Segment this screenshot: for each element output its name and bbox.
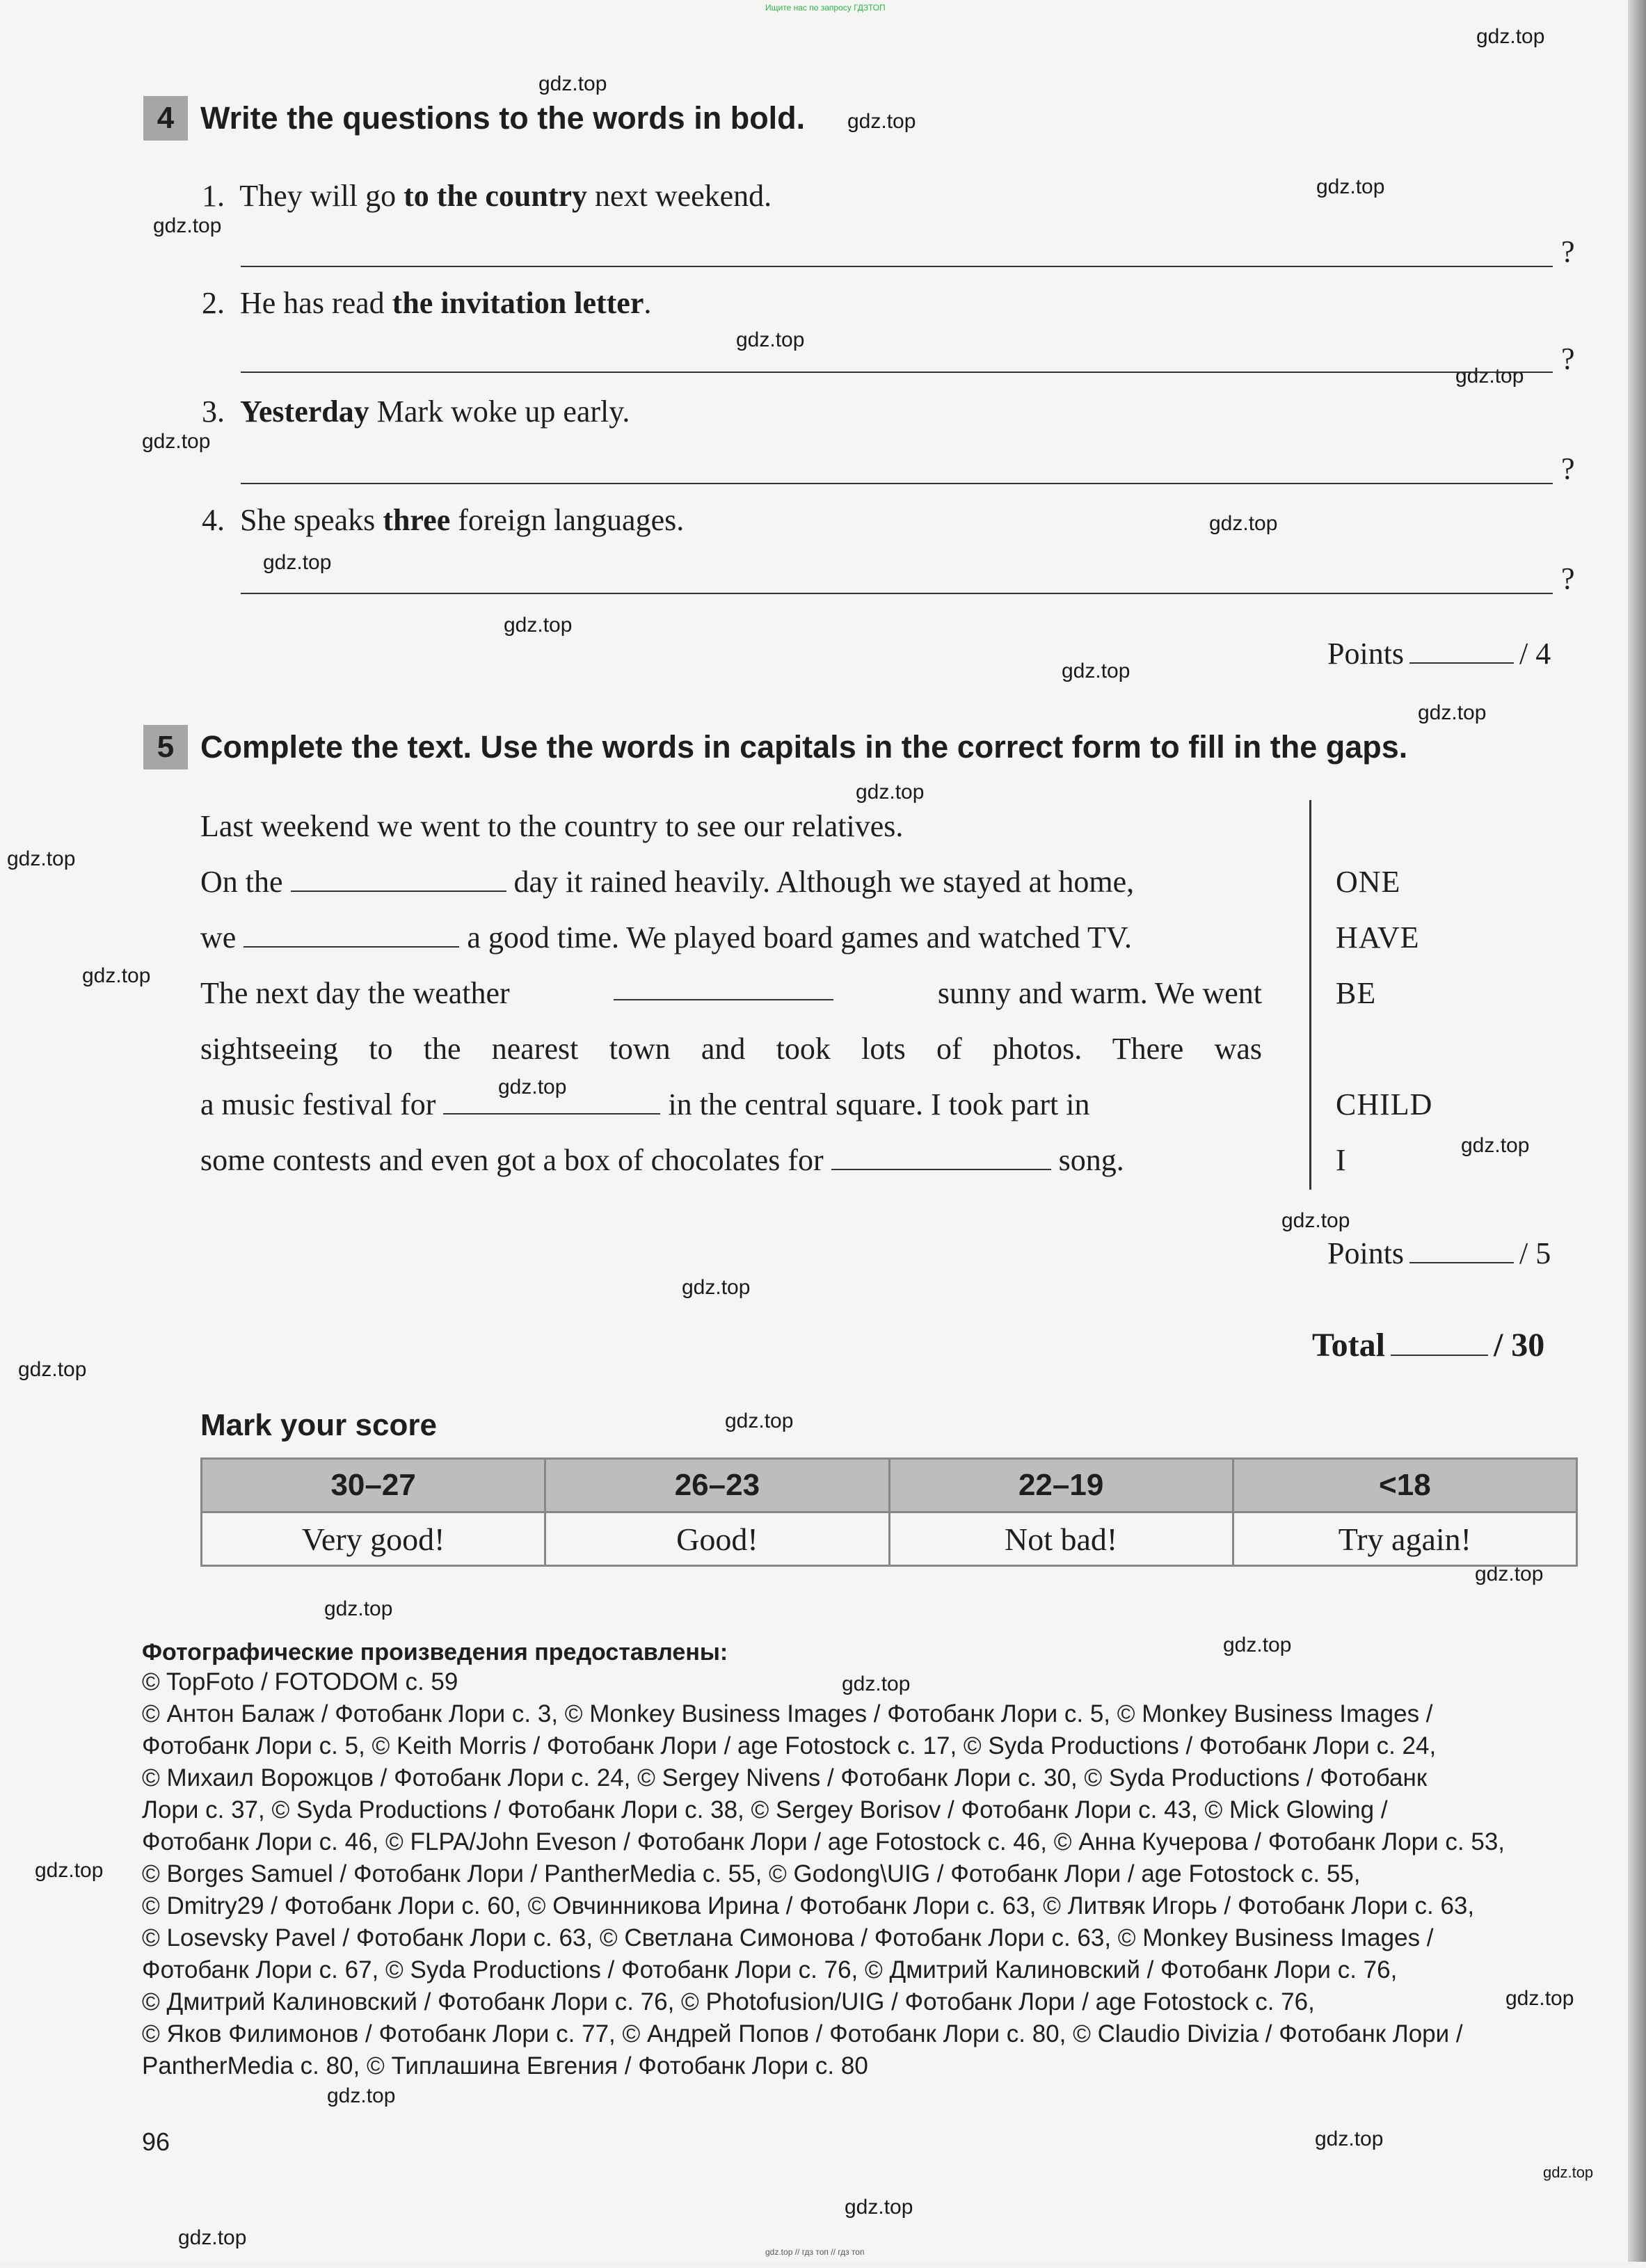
text-line-6: a music festival for in the central square. I took part in (200, 1087, 1090, 1121)
credit-line: Фотобанк Лори с. 67, © Syda Productions / Фотобанк Лори с. 76, © Дмитрий Калиновский / Фотобанк Лори с. 76, (142, 1956, 1398, 1983)
watermark: gdz.top (1281, 1209, 1350, 1232)
answer-line-1[interactable] (241, 266, 1553, 267)
question-mark: ? (1561, 561, 1575, 596)
gap-1[interactable] (291, 867, 506, 892)
top-note: Ищите нас по запросу ГДЗТОП (765, 3, 886, 13)
credit-line: Лори с. 37, © Syda Productions / Фотобанк Лори с. 38, © Sergey Borisov / Фотобанк Лори с. 43, © Mick Glowing / (142, 1796, 1388, 1823)
watermark: gdz.top (847, 110, 916, 133)
watermark: gdz.top (153, 214, 222, 237)
credit-line: © TopFoto / FOTODOM с. 59 (142, 1668, 458, 1695)
watermark: gdz.top (142, 430, 211, 453)
watermark: gdz.top (1209, 512, 1278, 535)
question-4: 4. She speaks three foreign languages. (202, 503, 685, 537)
capitals-divider (1309, 800, 1311, 1190)
score-range: 26–23 (545, 1459, 889, 1512)
credit-line: © Losevsky Pavel / Фотобанк Лори с. 63, © Светлана Симонова / Фотобанк Лори с. 63, © Monkey Business Images / (142, 1924, 1434, 1951)
watermark: gdz.top (178, 2226, 247, 2249)
bottom-note: gdz.top // гдз топ // гдз топ (765, 2247, 865, 2257)
watermark: gdz.top (327, 2084, 396, 2107)
answer-line-4[interactable] (241, 593, 1553, 594)
exercise-4-title: Write the questions to the words in bold. (200, 100, 806, 136)
exercise-4-points: Points / 4 (1327, 637, 1551, 671)
score-range: <18 (1233, 1459, 1576, 1512)
exercise-5-points: Points / 5 (1327, 1236, 1551, 1270)
capital-word-5: I (1336, 1143, 1347, 1177)
score-table (200, 1458, 1578, 1567)
score-message: Very good! (202, 1512, 545, 1566)
total-score: Total / 30 (1312, 1327, 1545, 1364)
score-title: Mark your score (200, 1408, 437, 1442)
capital-word-3: BE (1336, 976, 1377, 1010)
capital-word-1: ONE (1336, 865, 1401, 899)
question-3: 3. Yesterday Mark woke up early. (202, 394, 630, 429)
watermark: gdz.top (1418, 701, 1487, 724)
exercise-5-number: 5 (143, 725, 188, 769)
watermark: gdz.top (1505, 1987, 1574, 2010)
score-table-header-row (202, 1459, 1577, 1512)
score-message: Good! (545, 1512, 889, 1566)
credit-line: Фотобанк Лори с. 5, © Keith Morris / Фотобанк Лори / age Fotostock с. 17, © Syda Productions / Фотобанк Лори с. 24, (142, 1732, 1437, 1759)
watermark: gdz.top (82, 964, 151, 987)
credit-line: PantherMedia с. 80, © Типлашина Евгения / Фотобанк Лори с. 80 (142, 2052, 868, 2079)
watermark: gdz.top (1461, 1134, 1530, 1157)
gap-5[interactable] (831, 1145, 1051, 1170)
bleed-through-texture (125, 181, 1572, 2268)
text-line-5: sightseeing to the nearest town and took lots of photos. There was (200, 1032, 1262, 1066)
page-number: 96 (142, 2127, 170, 2156)
watermark: gdz.top (845, 2196, 913, 2219)
answer-line-3[interactable] (241, 483, 1553, 484)
book-spine-shadow (1628, 0, 1646, 2262)
score-message: Not bad! (889, 1512, 1233, 1566)
watermark: gdz.top (1316, 175, 1385, 198)
question-mark: ? (1561, 342, 1575, 376)
question-mark: ? (1561, 234, 1575, 269)
watermark: gdz.top (842, 1672, 911, 1695)
watermark: gdz.top (7, 847, 76, 870)
watermark: gdz.top (538, 72, 607, 95)
watermark: gdz.top (1476, 25, 1545, 48)
watermark: gdz.top (1455, 365, 1524, 388)
question-2: 2. He has read the invitation letter. (202, 286, 652, 320)
watermark: gdz.top (682, 1276, 751, 1299)
watermark: gdz.top (736, 328, 805, 351)
exercise-5-title: Complete the text. Use the words in capitals in the correct form to fill in the gaps. (200, 729, 1408, 765)
capital-word-4: CHILD (1336, 1087, 1433, 1121)
watermark: gdz.top (504, 614, 573, 637)
text-line-2: On the day it rained heavily. Although we stayed at home, (200, 865, 1135, 899)
watermark: gdz.top (725, 1409, 794, 1432)
credit-line: © Borges Samuel / Фотобанк Лори / PantherMedia с. 55, © Godong\UIG / Фотобанк Лори / age Fotostock с. 55, (142, 1860, 1361, 1887)
credits-title: Фотографические произведения предоставлены: (142, 1639, 728, 1666)
watermark: gdz.top (324, 1597, 393, 1620)
watermark: gdz.top (1475, 1563, 1544, 1586)
total-input[interactable] (1391, 1334, 1488, 1356)
watermark: gdz.top (18, 1358, 87, 1381)
text-line-1: Last weekend we went to the country to see our relatives. (200, 809, 904, 843)
watermark: gdz.top (1223, 1634, 1292, 1656)
text-line-4: The next day the weather sunny and warm. We went (200, 976, 1262, 1010)
score-message: Try again! (1233, 1512, 1576, 1566)
watermark: gdz.top (1315, 2127, 1384, 2150)
exercise-4-number: 4 (143, 96, 188, 141)
score-range: 30–27 (202, 1459, 545, 1512)
gap-3[interactable] (614, 975, 833, 1000)
score-range: 22–19 (889, 1459, 1233, 1512)
points-input[interactable] (1409, 641, 1514, 664)
score-table-message-row (202, 1512, 1577, 1566)
credit-line: © Михаил Ворожцов / Фотобанк Лори с. 24, © Sergey Nivens / Фотобанк Лори с. 30, © Syda Productions / Фотобанк (142, 1764, 1428, 1791)
credit-line: © Антон Балаж / Фотобанк Лори с. 3, © Monkey Business Images / Фотобанк Лори с. 5, © Monkey Business Images / (142, 1700, 1433, 1727)
text-line-7: some contests and even got a box of chocolates for song. (200, 1143, 1124, 1177)
watermark: gdz.top (856, 781, 925, 804)
gap-4[interactable] (443, 1089, 660, 1115)
watermark: gdz.top (35, 1859, 104, 1882)
answer-line-2[interactable] (241, 372, 1553, 373)
credit-line: © Дмитрий Калиновский / Фотобанк Лори с. 76, © Photofusion/UIG / Фотобанк Лори / age Fotostock с. 76, (142, 1988, 1315, 2015)
gap-2[interactable] (243, 923, 459, 948)
credit-line: © Dmitry29 / Фотобанк Лори с. 60, © Овчинникова Ирина / Фотобанк Лори с. 63, © Литвяк Игорь / Фотобанк Лори с. 63, (142, 1892, 1475, 1919)
question-1: 1. They will go to the country next weekend. (202, 179, 772, 213)
credit-line: Фотобанк Лори с. 46, © FLPA/John Eveson / Фотобанк Лори / age Fotostock с. 46, © Анна Кучерова / Фотобанк Лори с. 53, (142, 1828, 1505, 1855)
credit-line: © Яков Филимонов / Фотобанк Лори с. 77, © Андрей Попов / Фотобанк Лори с. 80, © Claudio Divizia / Фотобанк Лори / (142, 2020, 1463, 2047)
watermark: gdz.top (1062, 660, 1130, 682)
text-line-3: we a good time. We played board games and watched TV. (200, 920, 1132, 955)
points-input[interactable] (1409, 1241, 1514, 1263)
capital-word-2: HAVE (1336, 920, 1420, 955)
watermark: gdz.top (263, 551, 332, 574)
watermark: gdz.top (1543, 2164, 1594, 2181)
watermark: gdz.top (498, 1076, 567, 1099)
question-mark: ? (1561, 452, 1575, 486)
